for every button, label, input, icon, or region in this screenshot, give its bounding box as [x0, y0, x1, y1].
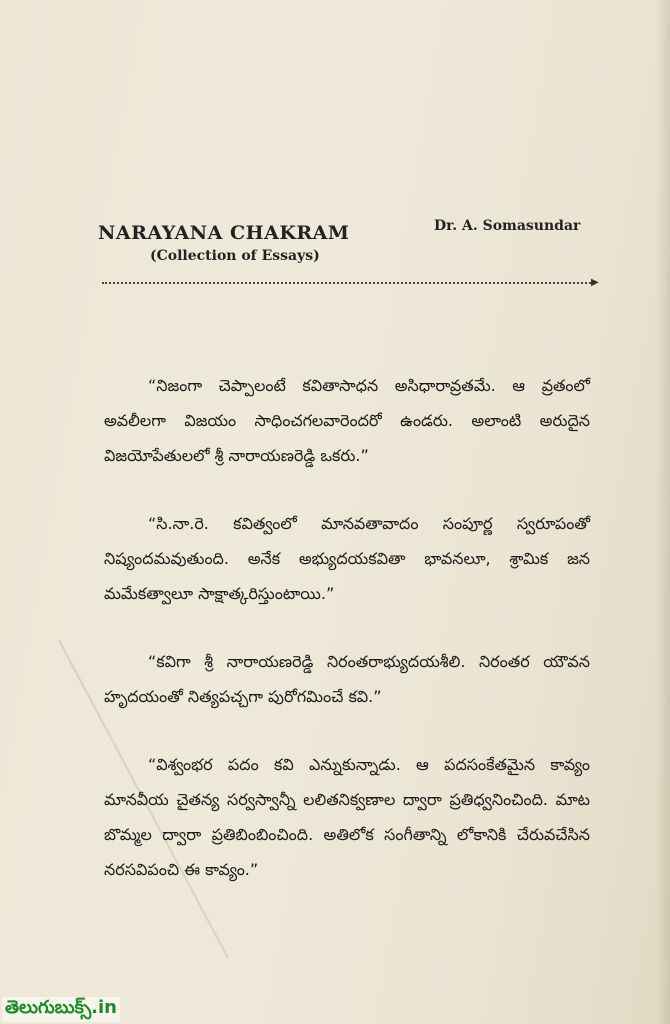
site-watermark: తెలుగుబుక్స్.in: [2, 997, 120, 1022]
book-subtitle: (Collection of Essays): [150, 248, 320, 264]
quotes-section: [104, 368, 590, 920]
quote-paragraph: “నిజంగా చెప్పాలంటే కవితాసాధన అసిధారావ్రతమే. ఆ వ్రతంలో అవలీలగా విజయం సాధించగలవారెందరో ఉండరు. అలాంటి అరుదైన విజయోపేతులలో శ్రీ నారాయణరెడ్డి ఒకరు.”: [104, 376, 590, 465]
quote-paragraph: “విశ్వంభర పదం కవి ఎన్నుకున్నాడు. ఆ పదసంకేతమైన కావ్యం మానవీయ చైతన్య సర్వస్వాన్నీ లలితనిక్వణాల ద్వారా ప్రతిధ్వనించింది. మాట బొమ్మల ద్వారా ప్రతిబింబించింది. అతిలోక సంగీతాన్ని లోకానికి చేరువచేసిన నరసవిపంచి ఈ కావ్యం.”: [104, 755, 590, 879]
book-header: [98, 218, 598, 264]
quote-paragraph: “సి.నా.రె. కవిత్వంలో మానవతావాదం సంపూర్ణ స్వరూపంతో నిష్యందమవుతుంది. అనేక అభ్యుదయకవితా భావనలూ, శ్రామిక జన మమేకత్వాలూ సాక్షాత్కరిస్తుంటాయి.”: [104, 514, 590, 603]
divider-arrow-icon: ▶: [591, 277, 599, 288]
book-title: NARAYANA CHAKRAM: [98, 222, 350, 244]
book-author: Dr. A. Somasundar: [434, 218, 581, 234]
dotted-divider: [102, 282, 594, 284]
page-edge-shadow: [656, 0, 670, 1024]
quote-paragraph: “కవిగా శ్రీ నారాయణరెడ్డి నిరంతరాభ్యుదయశీలి. నిరంతర యౌవన హృదయంతో నిత్యపచ్చగా పురోగమించే కవి.”: [104, 652, 590, 706]
